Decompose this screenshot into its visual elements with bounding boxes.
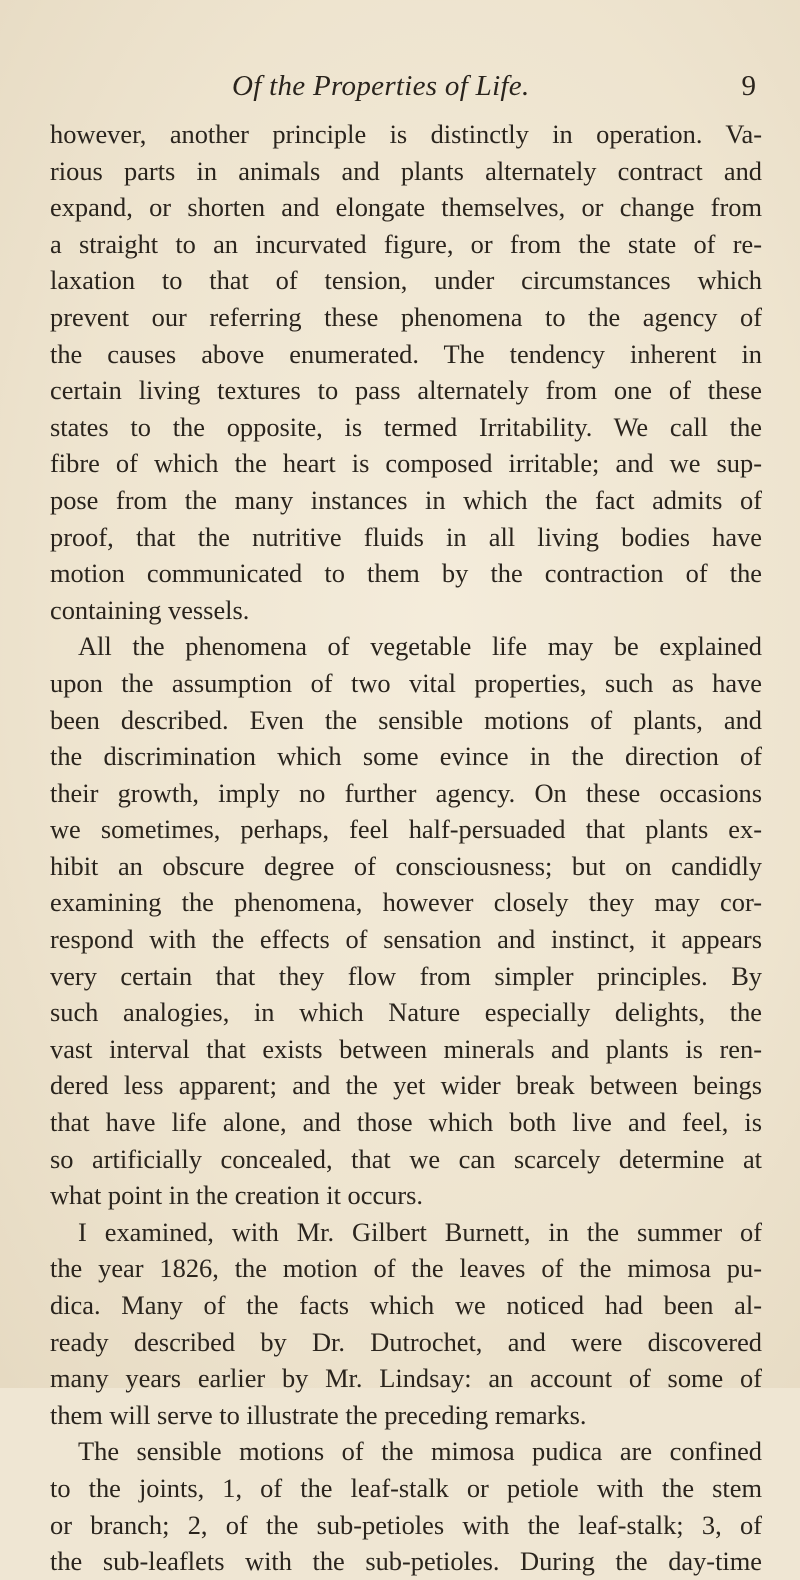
text-line: examining the phenomena, however closely they may cor- (50, 887, 762, 918)
text-line: respond with the effects of sensation and instinct, it appears (50, 924, 762, 955)
text-line: the year 1826, the motion of the leaves of the mimosa pu- (50, 1253, 762, 1284)
text-line: ready described by Dr. Dutrochet, and were discovered (50, 1326, 762, 1357)
text-line: however, another principle is distinctly in operation. Va- (50, 119, 762, 149)
running-head-title: Of the Properties of Life. (232, 70, 530, 102)
paragraph-end-line: them will serve to illustrate the preceding remarks. (50, 1399, 587, 1430)
text-line: we sometimes, perhaps, feel half-persuaded that plants ex- (50, 814, 762, 845)
text-line: laxation to that of tension, under circumstances which (50, 265, 762, 296)
text-line: many years earlier by Mr. Lindsay: an account of some of (50, 1363, 762, 1394)
text-line: the sub-leaflets with the sub-petioles. During the day-time (50, 1546, 762, 1577)
text-line: the discrimination which some evince in the direction of (50, 741, 762, 772)
text-line: dered less apparent; and the yet wider break between beings (50, 1070, 762, 1101)
text-line: a straight to an incurvated figure, or from the state of re- (50, 228, 762, 259)
paragraph-end-line: containing vessels. (50, 594, 250, 625)
text-line: pose from the many instances in which the fact admits of (50, 484, 762, 515)
paragraph-end-line: what point in the creation it occurs. (50, 1180, 424, 1211)
text-line: dica. Many of the facts which we noticed had been al- (50, 1290, 762, 1320)
text-line: proof, that the nutritive fluids in all living bodies have (50, 521, 762, 552)
text-line: fibre of which the heart is composed irritable; and we sup- (50, 448, 762, 479)
text-line: such analogies, in which Nature especially delights, the (50, 997, 762, 1028)
text-line: to the joints, 1, of the leaf-stalk or petiole with the stem (50, 1472, 762, 1503)
text-line: certain living textures to pass alternately from one of these (50, 375, 762, 406)
text-line: or branch; 2, of the sub-petioles with the leaf-stalk; 3, of (50, 1509, 762, 1540)
text-line: expand, or shorten and elongate themselves, or change from (50, 192, 762, 223)
text-line: vast interval that exists between minerals and plants is ren- (50, 1033, 762, 1064)
text-line: hibit an obscure degree of consciousness; but on candidly (50, 850, 762, 881)
text-line: motion communicated to them by the contraction of the (50, 558, 762, 589)
paragraph-start-line: I examined, with Mr. Gilbert Burnett, in the summer of (78, 1216, 762, 1247)
text-line: rious parts in animals and plants alternately contract and (50, 155, 762, 186)
body-text (50, 116, 762, 1580)
text-line: states to the opposite, is termed Irritability. We call the (50, 411, 762, 442)
text-line: the causes above enumerated. The tendency inherent in (50, 338, 762, 369)
paragraph-start-line: The sensible motions of the mimosa pudica are confined (78, 1436, 762, 1467)
text-line: so artificially concealed, that we can scarcely determine at (50, 1143, 762, 1174)
paragraph-start-line: All the phenomena of vegetable life may be explained (78, 631, 762, 662)
text-line: their growth, imply no further agency. On these occasions (50, 777, 762, 808)
text-line: prevent our referring these phenomena to the agency of (50, 301, 762, 332)
text-line: that have life alone, and those which both live and feel, is (50, 1107, 762, 1138)
page-number: 9 (741, 70, 756, 102)
text-line: very certain that they flow from simpler principles. By (50, 960, 762, 991)
text-line: upon the assumption of two vital properties, such as have (50, 667, 762, 698)
text-line: been described. Even the sensible motions of plants, and (50, 704, 762, 735)
